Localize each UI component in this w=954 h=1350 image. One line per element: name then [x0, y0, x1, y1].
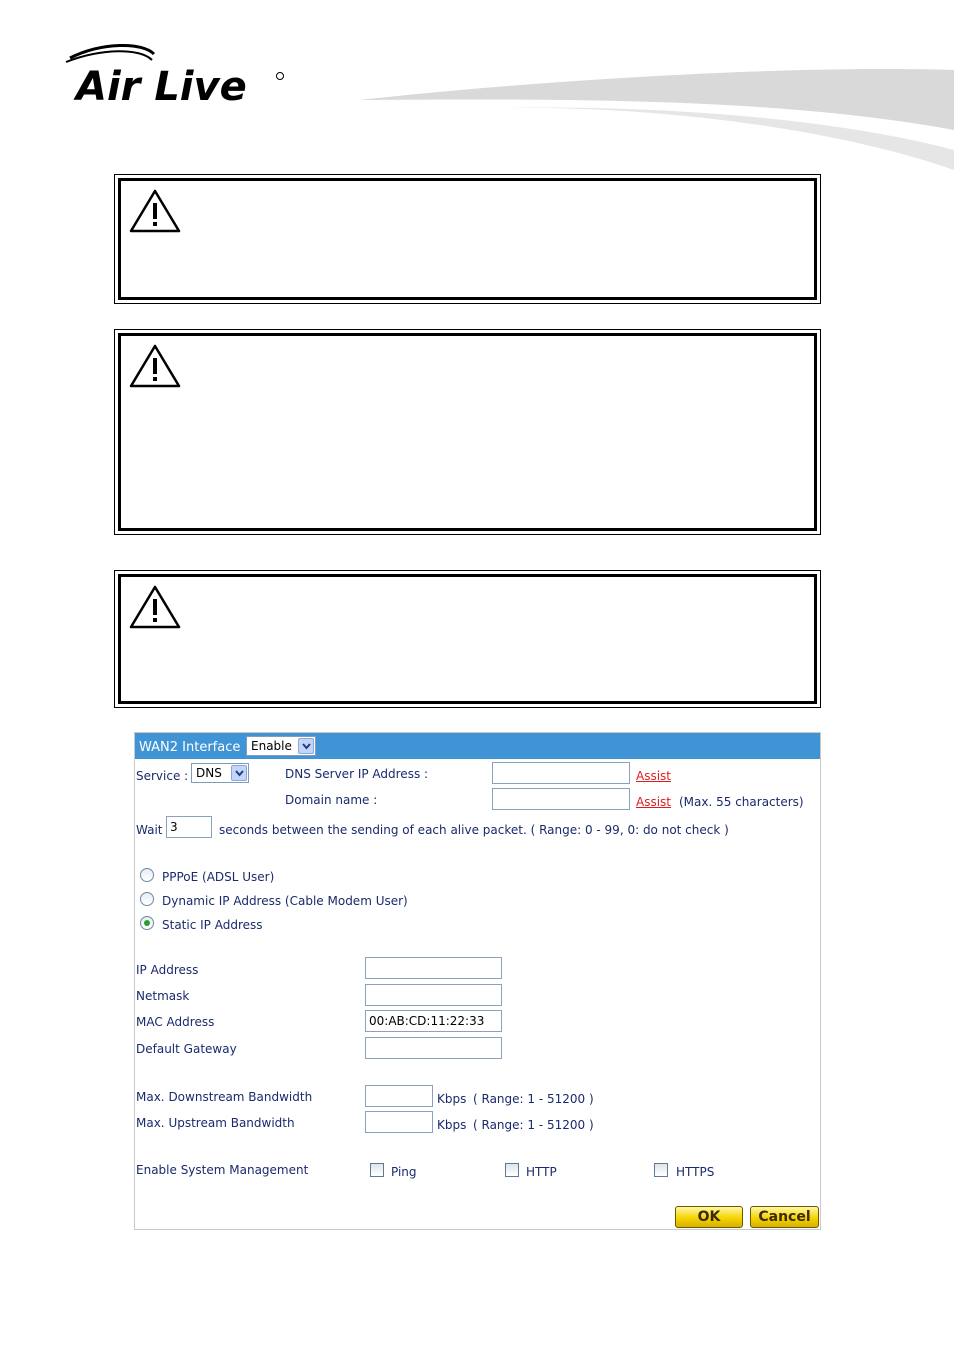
mac-address-input[interactable]: 00:AB:CD:11:22:33 — [365, 1010, 502, 1032]
downstream-label: Max. Downstream Bandwidth — [136, 1090, 313, 1104]
ip-address-input[interactable] — [365, 957, 502, 979]
dns-assist-link[interactable]: Assist — [636, 769, 672, 783]
panel-title-bar — [135, 733, 820, 759]
https-checkbox[interactable] — [654, 1163, 668, 1177]
header-swoosh — [340, 60, 954, 180]
downstream-range: ( Range: 1 - 51200 ) — [473, 1092, 594, 1106]
wait-input[interactable]: 3 — [166, 816, 212, 838]
http-checkbox[interactable] — [505, 1163, 519, 1177]
ok-button[interactable]: OK — [675, 1206, 743, 1228]
interface-state-select[interactable] — [246, 736, 316, 756]
dns-server-input[interactable] — [492, 762, 630, 784]
upstream-label: Max. Upstream Bandwidth — [136, 1116, 295, 1130]
wait-note: seconds between the sending of each alive packet. ( Range: 0 - 99, 0: do not check ) — [219, 823, 729, 837]
ip-address-label: IP Address — [136, 963, 199, 977]
http-label: HTTP — [526, 1165, 557, 1179]
ping-checkbox[interactable] — [370, 1163, 384, 1177]
wan2-config-panel — [134, 732, 821, 1230]
mac-address-label: MAC Address — [136, 1015, 215, 1029]
gateway-input[interactable] — [365, 1037, 502, 1059]
upstream-kbps: Kbps — [437, 1118, 467, 1132]
service-select[interactable] — [191, 763, 249, 783]
domain-assist-link[interactable]: Assist — [636, 795, 672, 809]
cancel-button[interactable]: Cancel — [750, 1206, 819, 1228]
upstream-range: ( Range: 1 - 51200 ) — [473, 1118, 594, 1132]
domain-name-label: Domain name : — [285, 793, 378, 807]
airlive-logo — [62, 40, 292, 110]
radio-pppoe[interactable] — [140, 868, 154, 882]
dns-server-label: DNS Server IP Address : — [285, 767, 429, 781]
warning-icon — [128, 188, 182, 234]
panel-title: WAN2 Interface — [139, 740, 241, 755]
radio-static-ip[interactable] — [140, 916, 154, 930]
warning-box-1 — [114, 174, 821, 304]
netmask-input[interactable] — [365, 984, 502, 1006]
radio-dynamic-ip[interactable] — [140, 892, 154, 906]
gateway-label: Default Gateway — [136, 1042, 237, 1056]
downstream-kbps: Kbps — [437, 1092, 467, 1106]
ping-label: Ping — [391, 1165, 417, 1179]
downstream-input[interactable] — [365, 1085, 433, 1107]
warning-box-2 — [114, 329, 821, 535]
warning-icon — [128, 343, 182, 389]
sys-mgmt-label: Enable System Management — [136, 1163, 309, 1177]
service-value: DNS — [196, 766, 222, 780]
chevron-down-icon — [231, 765, 247, 781]
service-label: Service : — [136, 769, 189, 783]
interface-state-value: Enable — [251, 739, 292, 753]
logo-text: Air Live — [76, 64, 247, 110]
chevron-down-icon — [298, 738, 314, 754]
netmask-label: Netmask — [136, 989, 190, 1003]
warning-box-3 — [114, 570, 821, 708]
radio-static-ip-label: Static IP Address — [162, 918, 263, 932]
wait-label: Wait — [136, 823, 163, 837]
warning-icon — [128, 584, 182, 630]
https-label: HTTPS — [676, 1165, 715, 1179]
domain-name-input[interactable] — [492, 788, 630, 810]
upstream-input[interactable] — [365, 1111, 433, 1133]
max-chars-note: (Max. 55 characters) — [679, 795, 804, 809]
radio-pppoe-label: PPPoE (ADSL User) — [162, 870, 275, 884]
radio-dynamic-ip-label: Dynamic IP Address (Cable Modem User) — [162, 894, 408, 908]
